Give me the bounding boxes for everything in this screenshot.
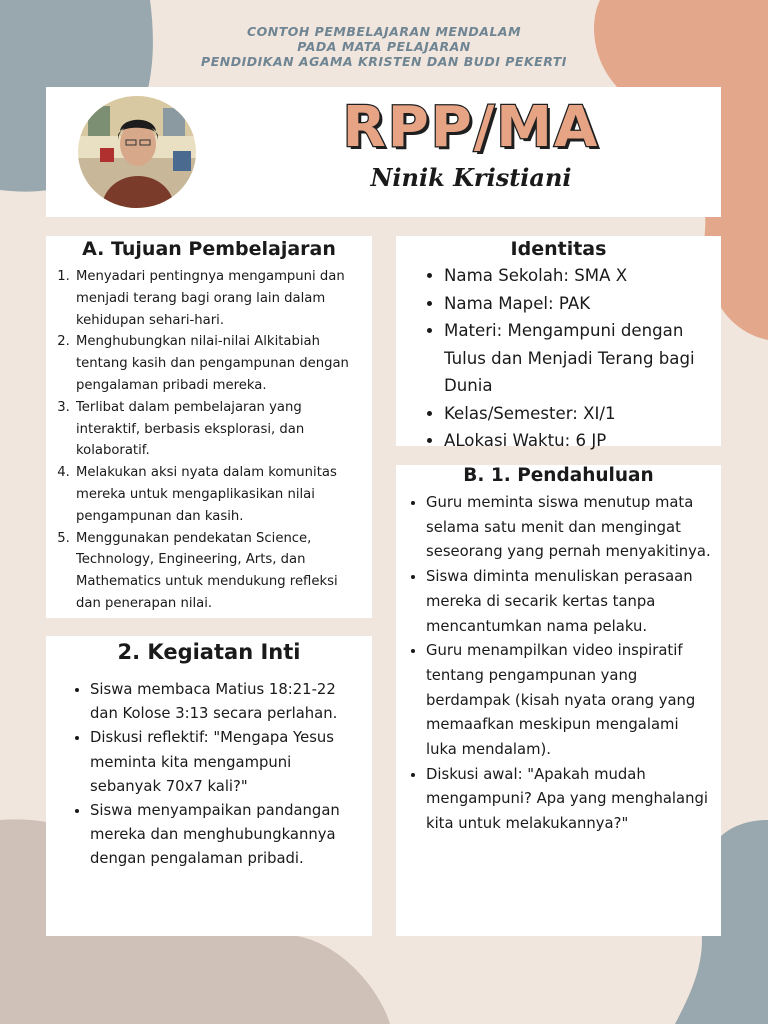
pendahuluan-heading: B. 1. Pendahuluan [463,465,654,486]
identitas-item: • ALokasi Waktu: 6 JP [444,427,711,455]
tujuan-item: 1. Menyadari pentingnya mengampuni dan menjadi terang bagi orang lain dalam kehidupan sehari-hari. [74,266,364,331]
author-photo [78,96,196,208]
author-name: Ninik Kristiani [370,163,572,192]
pendahuluan-item: • Diskusi awal: "Apakah mudah mengampuni? Apa yang menghalangi kita untuk melakukannya?" [426,763,711,837]
kegiatan-inti-list [46,678,372,872]
kegiatan-inti-heading: 2. Kegiatan Inti [117,640,301,664]
identitas-item: • Materi: Mengampuni dengan Tulus dan Menjadi Terang bagi Dunia [444,317,711,400]
pendahuluan-item: • Guru meminta siswa menutup mata selama satu menit dan mengingat seseorang yang pernah menyakitinya. [426,491,711,565]
identitas-item: • Kelas/Semester: XI/1 [444,400,711,428]
pendahuluan-card [396,465,721,936]
main-title: RPP/MA [342,95,600,160]
tujuan-item: 2. Menghubungkan nilai-nilai Alkitabiah tentang kasih dan pengampunan dengan pengalaman pribadi mereka. [74,331,364,396]
pendahuluan-item: • Siswa diminta menuliskan perasaan mereka di secarik kertas tanpa mencantumkan nama pelaku. [426,565,711,639]
identitas-list [396,262,721,455]
tujuan-item: 3. Terlibat dalam pembelajaran yang interaktif, berbasis eksplorasi, dan kolaboratif. [74,397,364,462]
tujuan-item: 5. Menggunakan pendekatan Science, Technology, Engineering, Arts, dan Mathematics untuk mendukung refleksi dan penerapan nilai. [74,528,364,615]
kegiatan-inti-card [46,636,372,936]
identitas-heading: Identitas [510,238,607,260]
tujuan-list [46,266,372,615]
title-card [46,87,721,217]
header-line-3: PENDIDIKAN AGAMA KRISTEN DAN BUDI PEKERTI [201,54,567,69]
document-header [0,24,768,69]
pendahuluan-list [396,491,721,837]
header-line-1: CONTOH PEMBELAJARAN MENDALAM [246,24,522,39]
tujuan-item: 4. Melakukan aksi nyata dalam komunitas mereka untuk mengaplikasikan nilai pengampunan dan kasih. [74,462,364,527]
kegiatan-inti-item: • Siswa membaca Matius 18:21-22 dan Kolose 3:13 secara perlahan. [90,678,362,726]
tujuan-heading: A. Tujuan Pembelajaran [82,238,336,260]
identitas-item: • Nama Mapel: PAK [444,290,711,318]
kegiatan-inti-item: • Siswa menyampaikan pandangan mereka dan menghubungkannya dengan pengalaman pribadi. [90,799,362,872]
header-line-2: PADA MATA PELAJARAN [297,39,471,54]
pendahuluan-item: • Guru menampilkan video inspiratif tentang pengampunan yang berdampak (kisah nyata orang yang memaafkan meskipun mengalami luka mendalam). [426,639,711,763]
identitas-item: • Nama Sekolah: SMA X [444,262,711,290]
tujuan-card [46,236,372,618]
kegiatan-inti-item: • Diskusi reflektif: "Mengapa Yesus meminta kita mengampuni sebanyak 70x7 kali?" [90,726,362,799]
identitas-card [396,236,721,450]
